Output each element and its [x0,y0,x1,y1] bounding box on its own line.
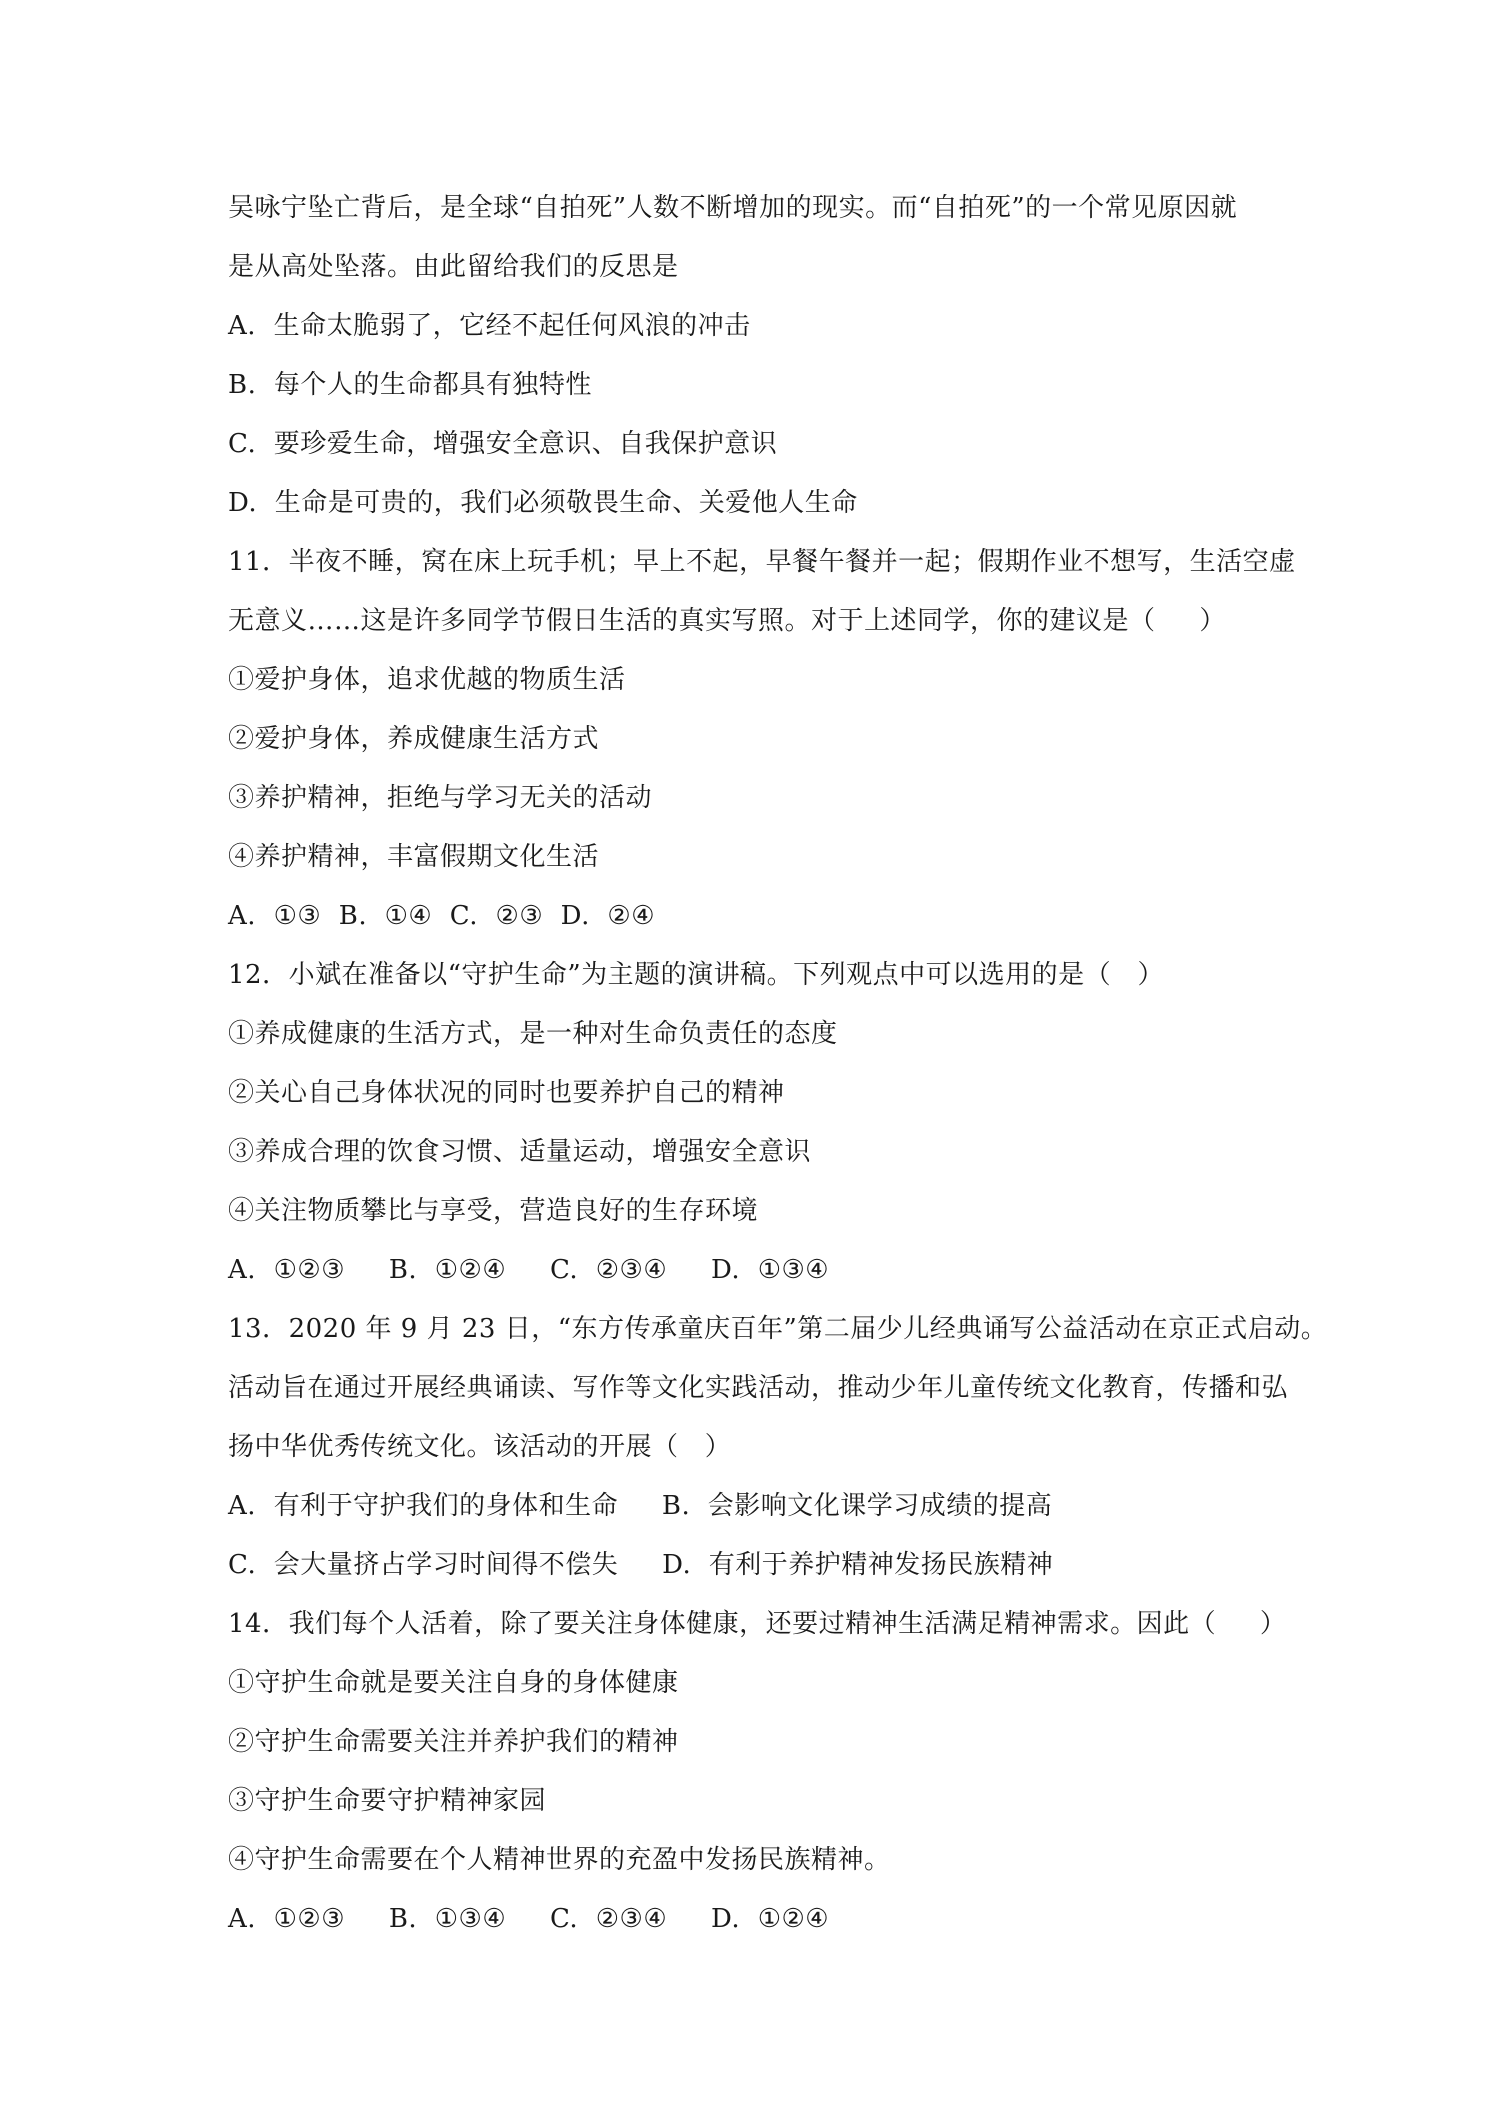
text-line: 无意义……这是许多同学节假日生活的真实写照。对于上述同学，你的建议是（ ） [228,606,1226,636]
statement-line: ④关注物质攀比与享受，营造良好的生存环境 [228,1196,759,1226]
statement-line: ④守护生命需要在个人精神世界的充盈中发扬民族精神。 [228,1845,891,1875]
option-line: B. 每个人的生命都具有独特性 [228,370,592,400]
question-line: 13．2020 年 9 月 23 日，“东方传承童庆百年”第二届少儿经典诵写公益活动在京正式启动。 [228,1314,1328,1344]
text-line: 活动旨在通过开展经典诵读、写作等文化实践活动，推动少年儿童传统文化教育，传播和弘 [228,1373,1289,1403]
statement-line: ①守护生命就是要关注自身的身体健康 [228,1668,679,1698]
option-line: C. 要珍爱生命，增强安全意识、自我保护意识 [228,429,778,459]
text-line: 是从高处坠落。由此留给我们的反思是 [228,252,679,282]
option-line: A. 有利于守护我们的身体和生命 B. 会影响文化课学习成绩的提高 [228,1491,1053,1521]
text-line: 扬中华优秀传统文化。该活动的开展（ ） [228,1432,732,1462]
option-line: A. ①②③ B. ①③④ C. ②③④ D. ①②④ [228,1904,830,1934]
statement-line: ③养护精神，拒绝与学习无关的活动 [228,783,653,813]
statement-line: ②关心自己身体状况的同时也要养护自己的精神 [228,1078,785,1108]
question-line: 12．小斌在准备以“守护生命”为主题的演讲稿。下列观点中可以选用的是（ ） [228,960,1164,990]
question-line: 14．我们每个人活着，除了要关注身体健康，还要过精神生活满足精神需求。因此（ ） [228,1609,1287,1639]
statement-line: ③守护生命要守护精神家园 [228,1786,547,1816]
statement-line: ①爱护身体，追求优越的物质生活 [228,665,626,695]
option-line: A. ①②③ B. ①②④ C. ②③④ D. ①③④ [228,1255,830,1285]
statement-line: ④养护精神，丰富假期文化生活 [228,842,600,872]
statement-line: ②守护生命需要关注并养护我们的精神 [228,1727,679,1757]
statement-line: ③养成合理的饮食习惯、适量运动，增强安全意识 [228,1137,812,1167]
statement-line: ①养成健康的生活方式，是一种对生命负责任的态度 [228,1019,838,1049]
question-line: 11．半夜不睡，窝在床上玩手机；早上不起，早餐午餐并一起；假期作业不想写，生活空虚 [228,547,1296,577]
option-line: A. 生命太脆弱了，它经不起任何风浪的冲击 [228,311,751,341]
option-line: C. 会大量挤占学习时间得不偿失 D. 有利于养护精神发扬民族精神 [228,1550,1054,1580]
option-line: D. 生命是可贵的，我们必须敬畏生命、关爱他人生命 [228,488,858,518]
statement-line: ②爱护身体，养成健康生活方式 [228,724,600,754]
text-line: 吴咏宁坠亡背后，是全球“自拍死”人数不断增加的现实。而“自拍死”的一个常见原因就 [228,193,1238,223]
option-line: A. ①③ B. ①④ C. ②③ D. ②④ [228,901,656,931]
